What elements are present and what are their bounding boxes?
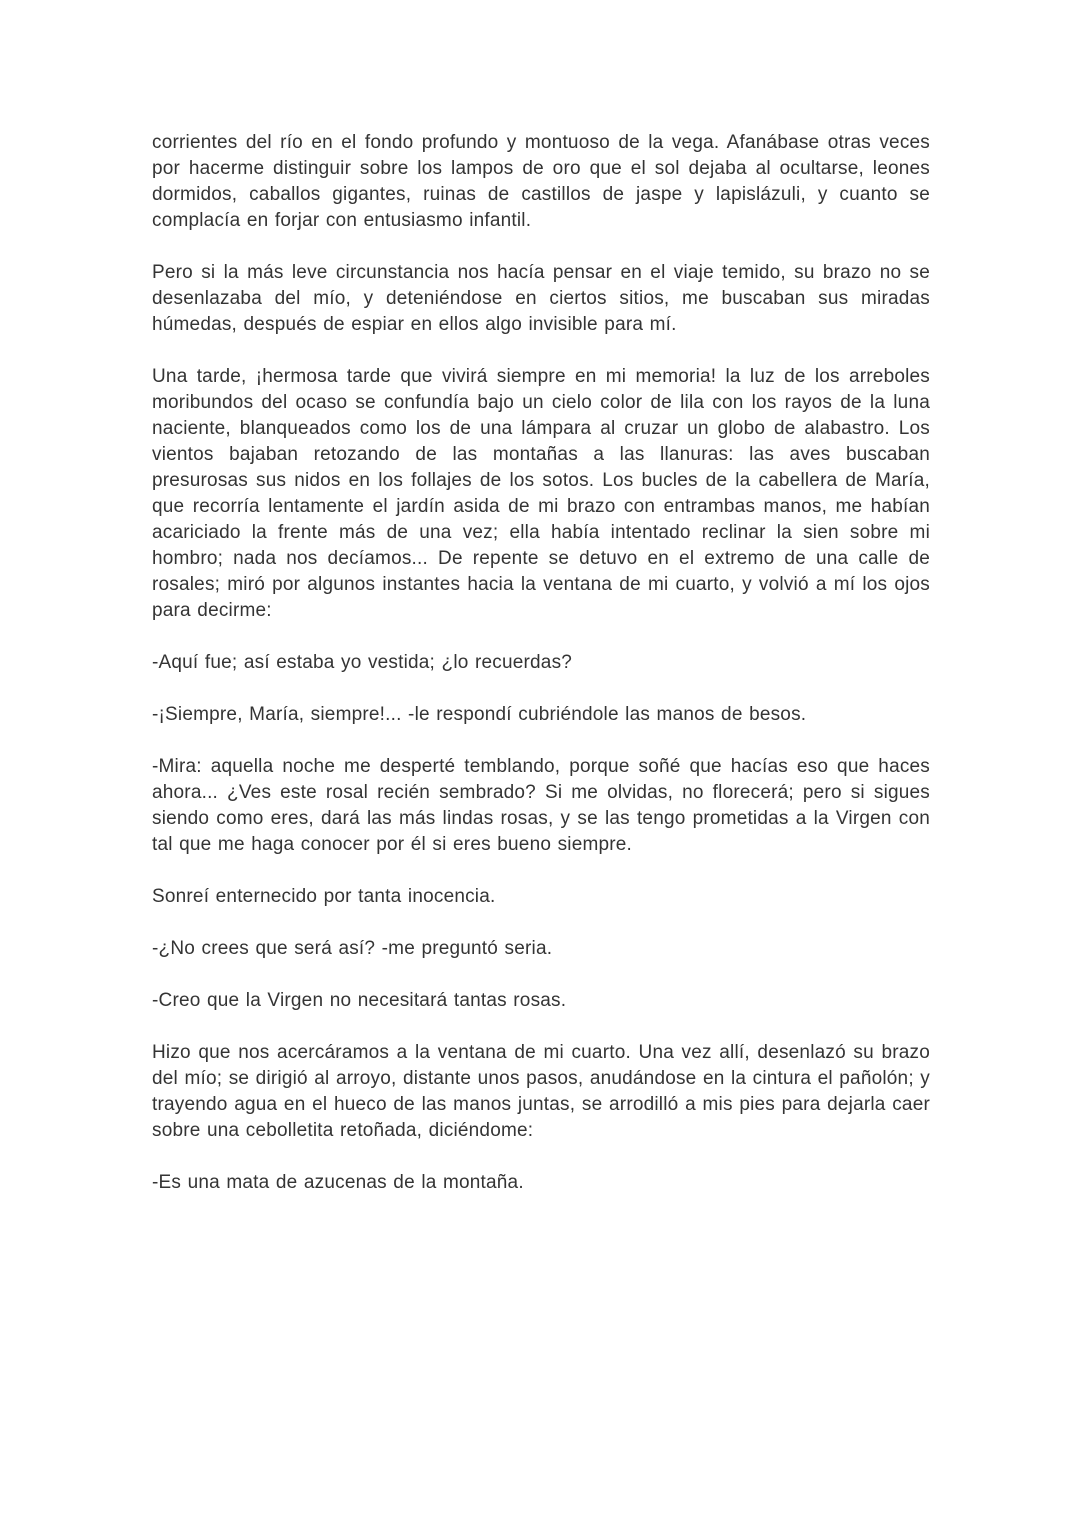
paragraph: Pero si la más leve circunstancia nos hacía pensar en el viaje temido, su brazo no se desenlazaba del mío, y deteniéndose en ciertos sitios, me buscaban sus miradas húmedas, después de espiar en ellos algo invisible para mí. <box>152 262 930 335</box>
paragraph-dialogue: -Aquí fue; así estaba yo vestida; ¿lo recuerdas? <box>152 652 573 673</box>
paragraph: Sonreí enternecido por tanta inocencia. <box>152 886 496 907</box>
paragraph-dialogue: -Mira: aquella noche me desperté temblando, porque soñé que hacías eso que haces ahora... ¿Ves este rosal recién sembrado? Si me olvidas, no florecerá; pero si sigues siendo como eres, dará las más lindas rosas, y se las tengo prometidas a la Virgen con tal que me haga conocer por él si eres bueno siempre. <box>152 756 930 855</box>
text-block <box>152 130 930 1196</box>
paragraph: Una tarde, ¡hermosa tarde que vivirá siempre en mi memoria! la luz de los arreboles moribundos del ocaso se confundía bajo un cielo color de lila con los rayos de la luna naciente, blanqueados como los de una lámpara al cruzar un globo de alabastro. Los vientos bajaban retozando de las montañas a las llanuras: las aves buscaban presurosas sus nidos en los follajes de los sotos. Los bucles de la cabellera de María, que recorría lentamente el jardín asida de mi brazo con entrambas manos, me habían acariciado la frente más de una vez; ella había intentado reclinar la sien sobre mi hombro; nada nos decíamos... De repente se detuvo en el extremo de una calle de rosales; miró por algunos instantes hacia la ventana de mi cuarto, y volvió a mí los ojos para decirme: <box>152 366 930 621</box>
paragraph-dialogue: -Creo que la Virgen no necesitará tantas rosas. <box>152 990 567 1011</box>
paragraph-dialogue: -¡Siempre, María, siempre!... -le respondí cubriéndole las manos de besos. <box>152 704 807 725</box>
paragraph-dialogue: -¿No crees que será así? -me preguntó seria. <box>152 938 553 959</box>
paragraph: corrientes del río en el fondo profundo y montuoso de la vega. Afanábase otras veces por hacerme distinguir sobre los lampos de oro que el sol dejaba al ocultarse, leones dormidos, caballos gigantes, ruinas de castillos de jaspe y lapislázuli, y cuanto se complacía en forjar con entusiasmo infantil. <box>152 132 930 231</box>
paragraph: Hizo que nos acercáramos a la ventana de mi cuarto. Una vez allí, desenlazó su brazo del mío; se dirigió al arroyo, distante unos pasos, anudándose en la cintura el pañolón; y trayendo agua en el hueco de las manos juntas, se arrodilló a mis pies para dejarla caer sobre una cebolletita retoñada, diciéndome: <box>152 1042 930 1141</box>
paragraph-dialogue: -Es una mata de azucenas de la montaña. <box>152 1172 524 1193</box>
